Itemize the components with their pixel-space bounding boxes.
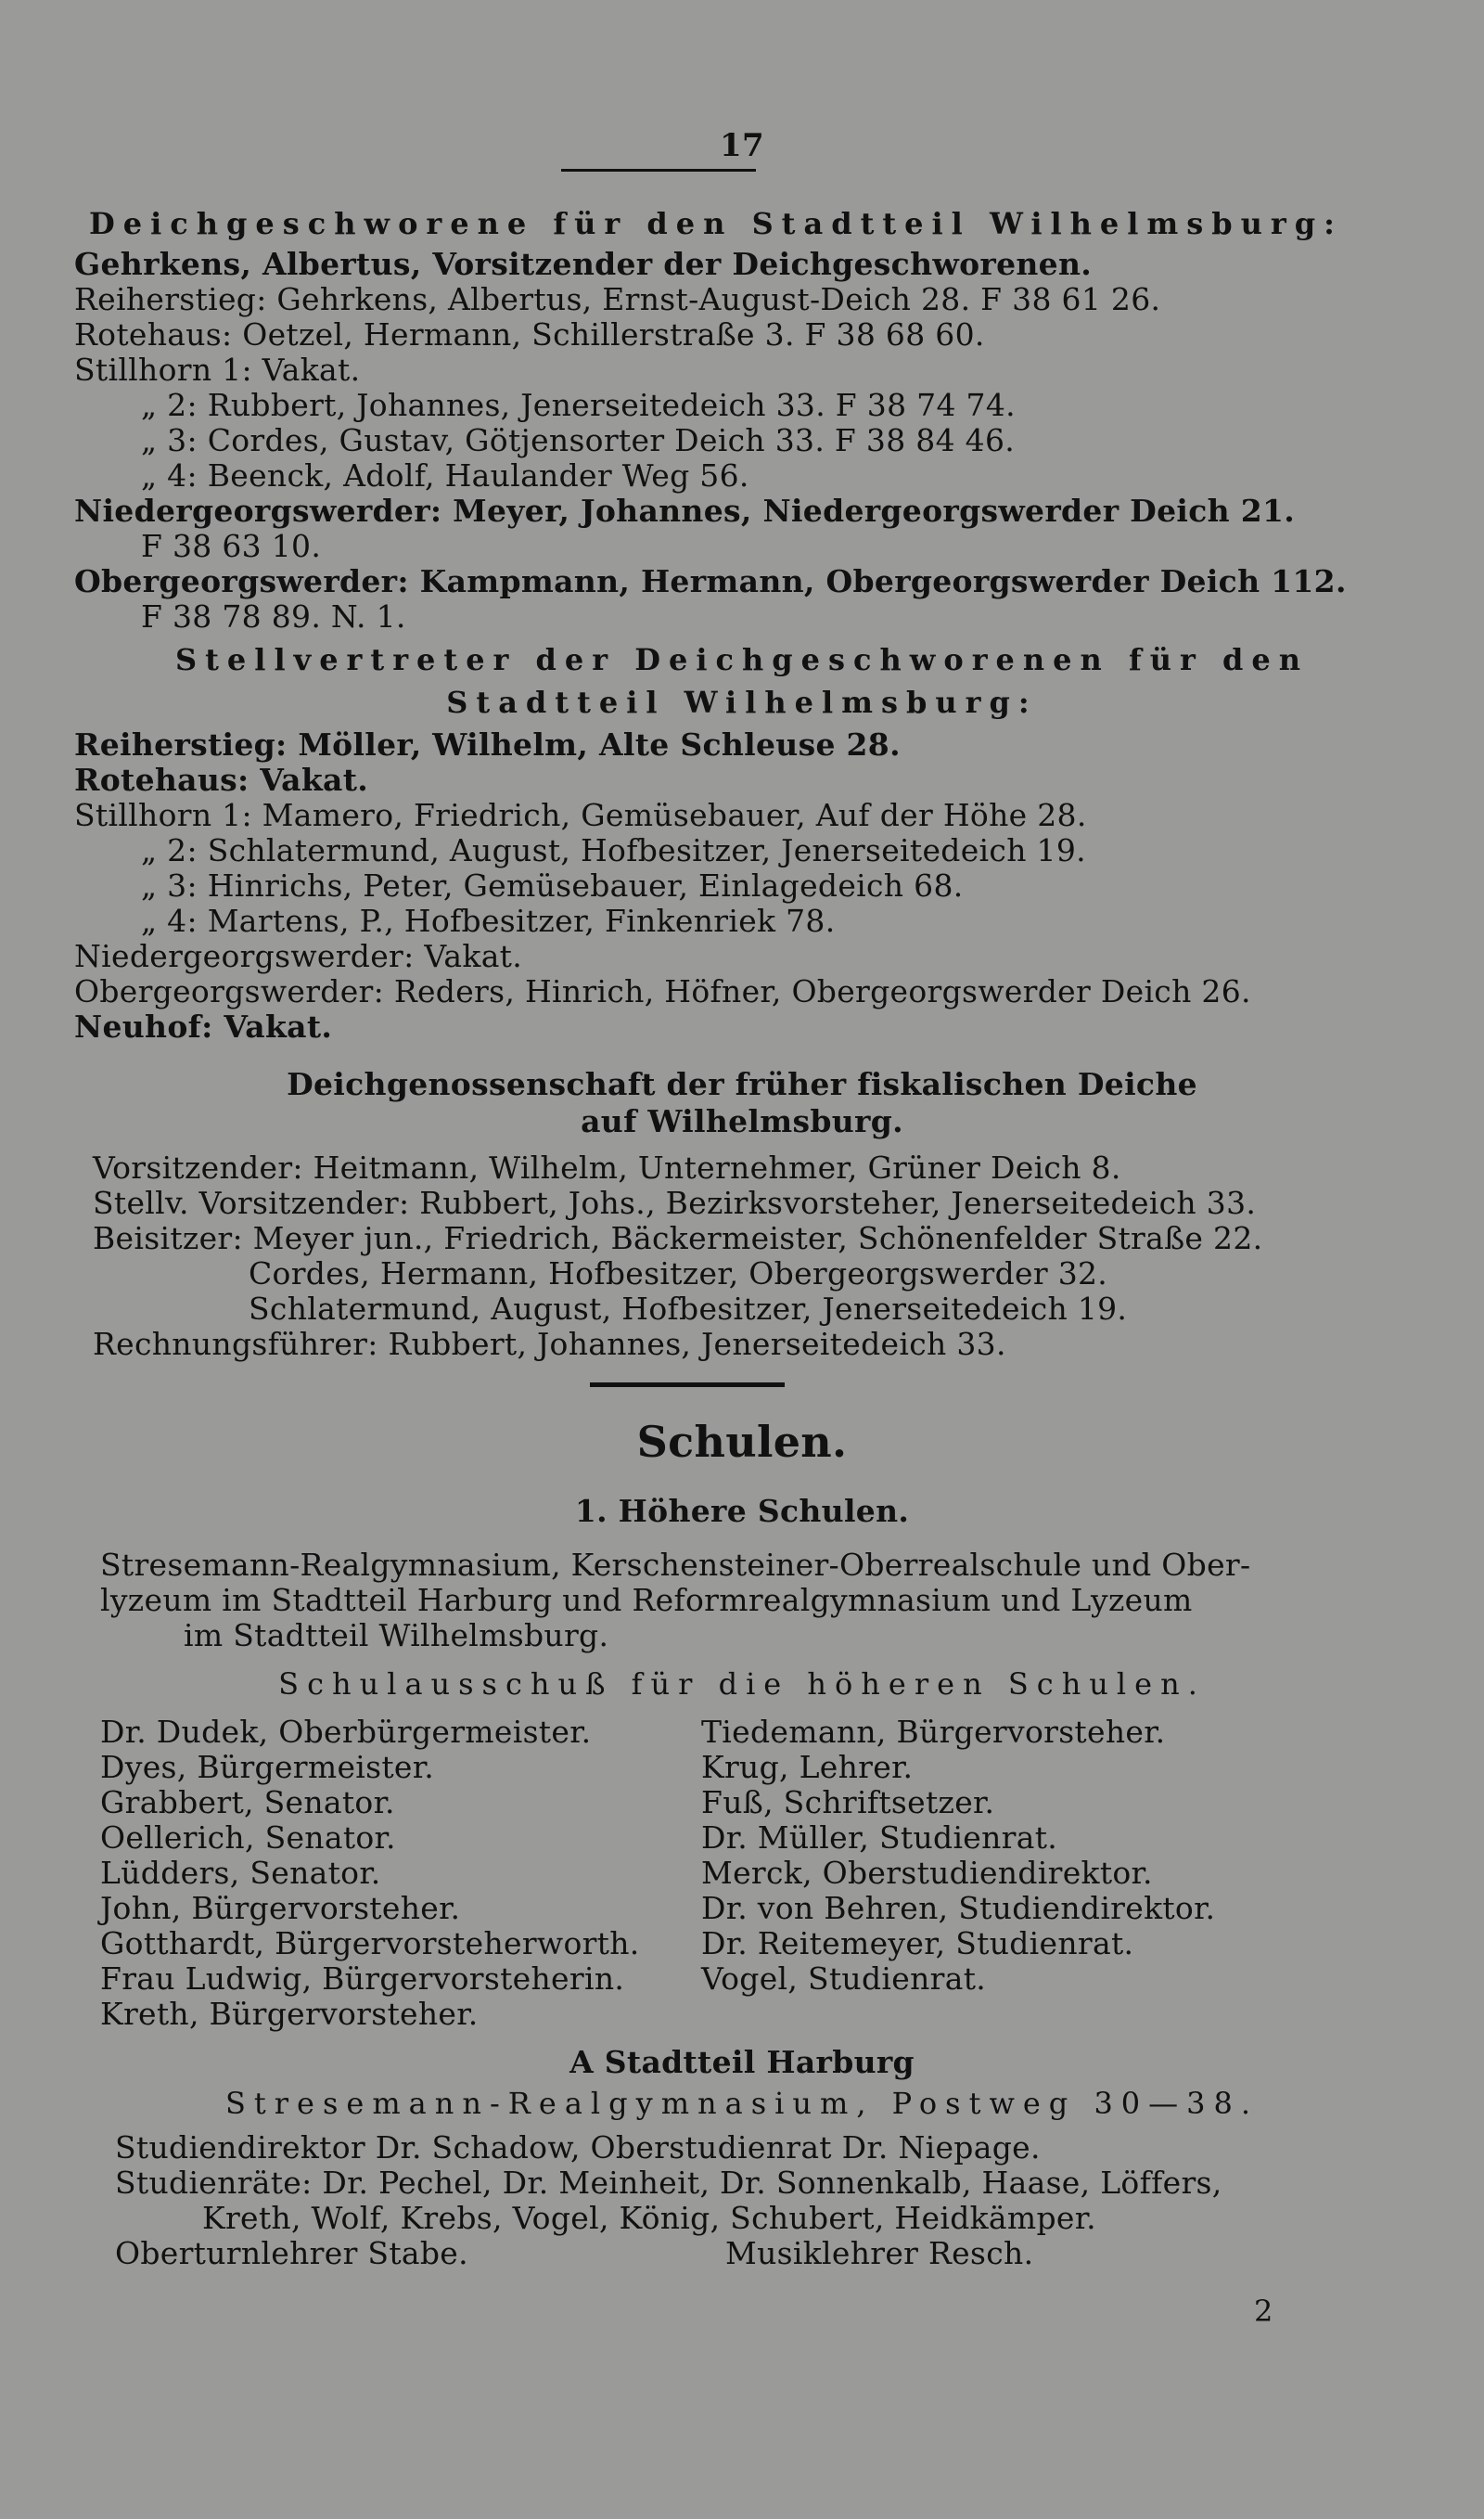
deich-line: Stillhorn 1: Vakat. bbox=[74, 352, 361, 388]
member-left: Frau Ludwig, Bürgervorsteherin. bbox=[100, 1960, 625, 1997]
page-title: Schulen. bbox=[636, 1417, 848, 1467]
intro-line: im Stadtteil Wilhelmsburg. bbox=[184, 1617, 609, 1653]
member-right: Merck, Oberstudiendirektor. bbox=[701, 1855, 1153, 1891]
genossenschaft-line: Schlatermund, August, Hofbesitzer, Jenerseitedeich 19. bbox=[249, 1291, 1128, 1327]
section-heading-deichgenossenschaft-2: auf Wilhelmsburg. bbox=[581, 1103, 903, 1139]
signature-mark: 2 bbox=[1254, 2294, 1273, 2329]
genossenschaft-line: Beisitzer: Meyer jun., Friedrich, Bäckermeister, Schönenfelder Straße 22. bbox=[93, 1220, 1263, 1256]
deich-line: F 38 63 10. bbox=[141, 528, 322, 564]
member-right: Vogel, Studienrat. bbox=[701, 1960, 987, 1997]
staff-line: Musiklehrer Resch. bbox=[725, 2235, 1034, 2271]
staff-line: Studienräte: Dr. Pechel, Dr. Meinheit, Dr. Sonnenkalb, Haase, Löffers, bbox=[115, 2165, 1222, 2201]
member-left: Kreth, Bürgervorsteher. bbox=[100, 1996, 479, 2032]
deich-line: Gehrkens, Albertus, Vorsitzender der Deichgeschworenen. bbox=[74, 246, 1093, 282]
stellv-line: Reiherstieg: Möller, Wilhelm, Alte Schleuse 28. bbox=[74, 726, 901, 763]
realgym-heading: Stresemann-Realgymnasium, Postweg 30—38. bbox=[224, 2086, 1260, 2121]
genossenschaft-line: Stellv. Vorsitzender: Rubbert, Johs., Bezirksvorsteher, Jenerseitedeich 33. bbox=[93, 1185, 1257, 1221]
stellv-line: Rotehaus: Vakat. bbox=[74, 762, 369, 798]
deich-line: Obergeorgswerder: Kampmann, Hermann, Obergeorgswerder Deich 112. bbox=[74, 563, 1347, 599]
stellv-line: Obergeorgswerder: Reders, Hinrich, Höfner, Obergeorgswerder Deich 26. bbox=[74, 973, 1251, 1009]
member-left: Lüdders, Senator. bbox=[100, 1855, 381, 1891]
staff-line: Kreth, Wolf, Krebs, Vogel, König, Schubert, Heidkämper. bbox=[202, 2200, 1096, 2236]
member-left: Dr. Dudek, Oberbürgermeister. bbox=[100, 1714, 592, 1750]
deich-line: „ 3: Cordes, Gustav, Götjensorter Deich 33. F 38 84 46. bbox=[141, 422, 1016, 458]
subsection-title: 1. Höhere Schulen. bbox=[574, 1493, 910, 1529]
member-right: Dr. Müller, Studienrat. bbox=[701, 1819, 1058, 1856]
section-heading-deichgenossenschaft: Deichgenossenschaft der früher fiskalischen Deiche bbox=[287, 1066, 1197, 1102]
member-right: Dr. Reitemeyer, Studienrat. bbox=[701, 1925, 1134, 1961]
deich-line: Niedergeorgswerder: Meyer, Johannes, Niedergeorgswerder Deich 21. bbox=[74, 493, 1296, 529]
intro-line: Stresemann-Realgymnasium, Kerschensteiner-Oberrealschule und Ober- bbox=[100, 1547, 1251, 1583]
member-left: John, Bürgervorsteher. bbox=[100, 1890, 461, 1926]
stellv-line: Neuhof: Vakat. bbox=[74, 1009, 333, 1045]
member-left: Gotthardt, Bürgervorsteherworth. bbox=[100, 1925, 640, 1961]
stellv-line: „ 3: Hinrichs, Peter, Gemüsebauer, Einlagedeich 68. bbox=[141, 868, 964, 904]
staff-line: Oberturnlehrer Stabe. bbox=[115, 2235, 468, 2271]
staff-line: Studiendirektor Dr. Schadow, Oberstudienrat Dr. Niepage. bbox=[115, 2129, 1041, 2166]
genossenschaft-line: Cordes, Hermann, Hofbesitzer, Obergeorgswerder 32. bbox=[249, 1255, 1108, 1292]
section-heading-stellvertreter: Stellvertreter der Deichgeschworenen für den bbox=[175, 642, 1309, 677]
member-right: Tiedemann, Bürgervorsteher. bbox=[701, 1714, 1166, 1750]
member-left: Grabbert, Senator. bbox=[100, 1784, 395, 1820]
intro-line: lyzeum im Stadtteil Harburg und Reformrealgymnasium und Lyzeum bbox=[100, 1582, 1193, 1618]
member-right: Dr. von Behren, Studiendirektor. bbox=[701, 1890, 1216, 1926]
member-right: Fuß, Schriftsetzer. bbox=[701, 1784, 995, 1820]
ausschuss-heading: Schulausschuß für die höheren Schulen. bbox=[278, 1666, 1206, 1702]
stellv-line: „ 4: Martens, P., Hofbesitzer, Finkenriek 78. bbox=[141, 903, 836, 939]
deich-line: F 38 78 89. N. 1. bbox=[141, 598, 406, 635]
header-rule bbox=[561, 169, 756, 172]
genossenschaft-line: Vorsitzender: Heitmann, Wilhelm, Unternehmer, Grüner Deich 8. bbox=[93, 1150, 1121, 1186]
deich-line: Rotehaus: Oetzel, Hermann, Schillerstraße 3. F 38 68 60. bbox=[74, 316, 985, 353]
stellv-line: Niedergeorgswerder: Vakat. bbox=[74, 938, 523, 974]
page-number: 17 bbox=[720, 127, 764, 164]
section-divider bbox=[590, 1382, 785, 1387]
section-heading-deichgeschworene: Deichgeschworene für den Stadtteil Wilhelmsburg: bbox=[89, 206, 1343, 241]
member-left: Oellerich, Senator. bbox=[100, 1819, 396, 1856]
deich-line: „ 4: Beenck, Adolf, Haulander Weg 56. bbox=[141, 457, 749, 494]
harburg-heading: A Stadtteil Harburg bbox=[569, 2044, 915, 2080]
stellv-line: „ 2: Schlatermund, August, Hofbesitzer, Jenerseitedeich 19. bbox=[141, 832, 1086, 868]
deich-line: Reiherstieg: Gehrkens, Albertus, Ernst-August-Deich 28. F 38 61 26. bbox=[74, 281, 1161, 317]
stellv-line: Stillhorn 1: Mamero, Friedrich, Gemüsebauer, Auf der Höhe 28. bbox=[74, 797, 1087, 833]
genossenschaft-line: Rechnungsführer: Rubbert, Johannes, Jenerseitedeich 33. bbox=[93, 1326, 1006, 1362]
section-heading-stellvertreter-2: Stadtteil Wilhelmsburg: bbox=[446, 685, 1038, 720]
deich-line: „ 2: Rubbert, Johannes, Jenerseitedeich 33. F 38 74 74. bbox=[141, 387, 1016, 423]
member-right: Krug, Lehrer. bbox=[701, 1749, 914, 1785]
member-left: Dyes, Bürgermeister. bbox=[100, 1749, 434, 1785]
